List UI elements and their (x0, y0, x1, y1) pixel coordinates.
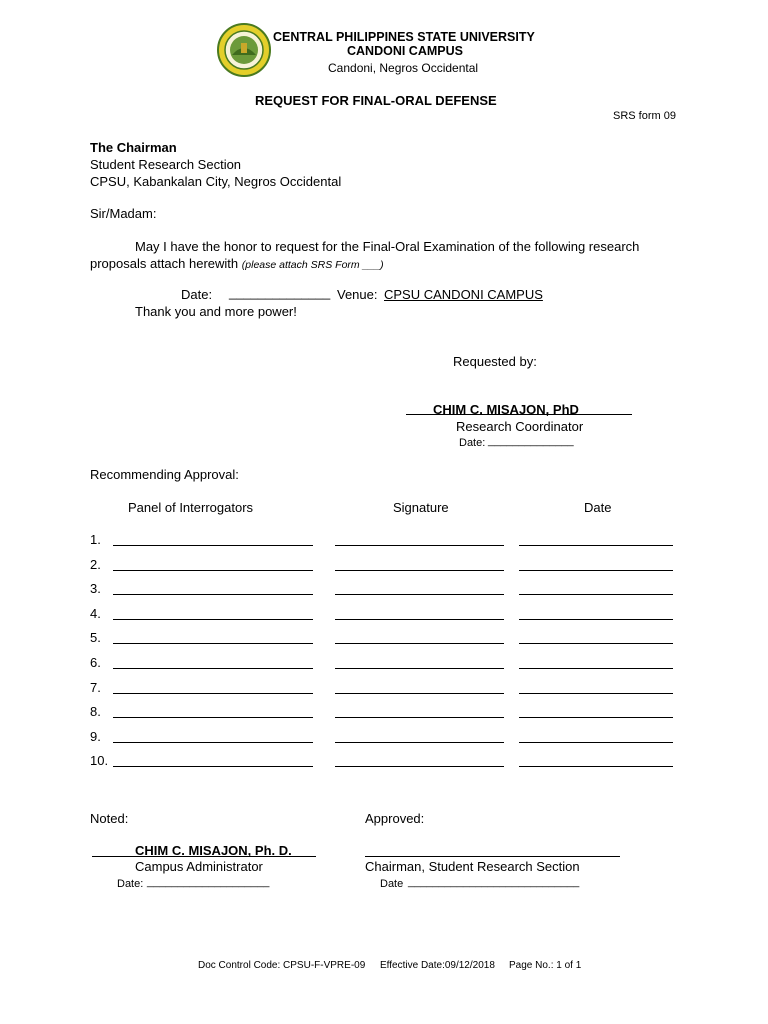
panel-signature-line[interactable] (335, 619, 504, 620)
venue-value: CPSU CANDONI CAMPUS (384, 287, 543, 302)
panel-row (0, 532, 768, 552)
panel-row-number: 1. (90, 532, 101, 547)
requested-by-name: CHIM C. MISAJON, PhD (433, 402, 579, 417)
panel-date-line[interactable] (519, 766, 673, 767)
requested-date-label: Date: (459, 437, 486, 449)
salutation: Sir/Madam: (90, 206, 157, 221)
panel-row-number: 2. (90, 557, 101, 572)
footer-doc-control: Doc Control Code: CPSU-F-VPRE-09 (198, 960, 366, 971)
panel-signature-line[interactable] (335, 570, 504, 571)
panel-name-line[interactable] (113, 742, 313, 743)
requested-by-label: Requested by: (453, 354, 537, 369)
panel-name-line[interactable] (113, 545, 313, 546)
panel-name-line[interactable] (113, 570, 313, 571)
body-line2 (90, 256, 384, 271)
panel-signature-line[interactable] (335, 668, 504, 669)
panel-date-line[interactable] (519, 717, 673, 718)
col-panel-header: Panel of Interrogators (128, 500, 254, 515)
recommending-label: Recommending Approval: (90, 467, 239, 482)
requested-date-blank[interactable]: ______________ (488, 435, 574, 447)
panel-date-line[interactable] (519, 545, 673, 546)
panel-row-number: 10. (90, 753, 109, 768)
panel-signature-line[interactable] (335, 643, 504, 644)
panel-signature-line[interactable] (335, 766, 504, 767)
panel-date-line[interactable] (519, 594, 673, 595)
panel-signature-line[interactable] (335, 594, 504, 595)
panel-signature-line[interactable] (335, 693, 504, 694)
panel-row-number: 4. (90, 606, 101, 621)
approved-label: Approved: (365, 811, 425, 826)
panel-row (0, 704, 768, 724)
body-line2-text: proposals attach herewith (90, 256, 239, 271)
noted-title: Campus Administrator (135, 859, 263, 874)
panel-row (0, 680, 768, 700)
col-signature-header: Signature (393, 500, 449, 515)
approved-title: Chairman, Student Research Section (365, 859, 580, 874)
venue-label: Venue: (337, 287, 378, 302)
approved-signature-line[interactable] (365, 856, 620, 857)
noted-name: CHIM C. MISAJON, Ph. D. (135, 843, 292, 858)
date-label: Date: (181, 287, 213, 302)
col-date-header: Date (584, 500, 612, 515)
panel-row (0, 606, 768, 626)
panel-name-line[interactable] (113, 594, 313, 595)
panel-signature-line[interactable] (335, 545, 504, 546)
panel-name-line[interactable] (113, 766, 313, 767)
campus-name: CANDONI CAMPUS (347, 44, 463, 58)
panel-row-number: 5. (90, 630, 101, 645)
panel-row (0, 753, 768, 773)
panel-name-line[interactable] (113, 619, 313, 620)
panel-name-line[interactable] (113, 717, 313, 718)
panel-row (0, 655, 768, 675)
form-title: REQUEST FOR FINAL-ORAL DEFENSE (255, 93, 497, 108)
approved-date-blank[interactable]: ____________________________ (408, 876, 580, 888)
panel-row-number: 7. (90, 680, 101, 695)
panel-row-number: 9. (90, 729, 101, 744)
date-blank[interactable]: ______________ (229, 285, 331, 300)
panel-date-line[interactable] (519, 742, 673, 743)
university-seal-icon (217, 23, 271, 77)
addressee-line1: Student Research Section (90, 157, 242, 172)
panel-row (0, 581, 768, 601)
noted-label: Noted: (90, 811, 129, 826)
panel-row (0, 630, 768, 650)
panel-row (0, 557, 768, 577)
panel-signature-line[interactable] (335, 742, 504, 743)
panel-date-line[interactable] (519, 693, 673, 694)
panel-row (0, 729, 768, 749)
campus-address: Candoni, Negros Occidental (328, 61, 479, 75)
panel-date-line[interactable] (519, 619, 673, 620)
panel-name-line[interactable] (113, 668, 313, 669)
attach-note: (please attach SRS Form ___) (241, 259, 384, 271)
university-name: CENTRAL PHILIPPINES STATE UNIVERSITY (273, 30, 535, 44)
addressee-line2: CPSU, Kabankalan City, Negros Occidental (90, 174, 342, 189)
body-line1: May I have the honor to request for the Final-Oral Examination of the following research (135, 239, 640, 254)
panel-date-line[interactable] (519, 570, 673, 571)
panel-date-line[interactable] (519, 643, 673, 644)
noted-date-label: Date: (117, 878, 144, 890)
panel-signature-line[interactable] (335, 717, 504, 718)
footer-effective-date: Effective Date:09/12/2018 (380, 960, 495, 971)
noted-date-blank[interactable]: ____________________ (147, 876, 270, 888)
footer-page-number: Page No.: 1 of 1 (509, 960, 582, 971)
thanks-text: Thank you and more power! (135, 304, 297, 319)
panel-name-line[interactable] (113, 693, 313, 694)
addressee-name: The Chairman (90, 140, 177, 155)
panel-date-line[interactable] (519, 668, 673, 669)
panel-row-number: 6. (90, 655, 101, 670)
form-code: SRS form 09 (613, 110, 676, 122)
approved-date-label: Date (380, 878, 404, 890)
panel-row-number: 8. (90, 704, 101, 719)
requested-by-title: Research Coordinator (456, 419, 584, 434)
panel-name-line[interactable] (113, 643, 313, 644)
panel-row-number: 3. (90, 581, 101, 596)
